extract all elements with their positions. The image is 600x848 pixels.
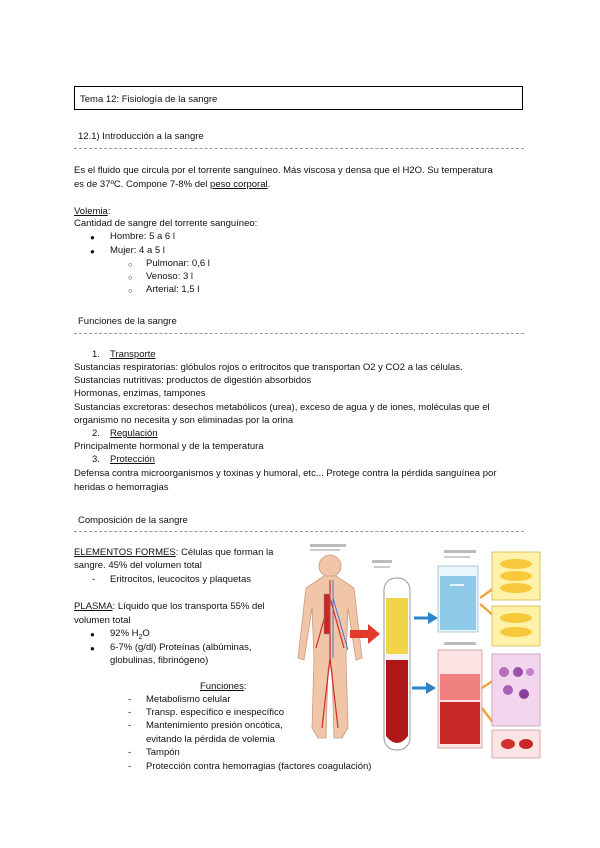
list-item: Venoso: 3 l — [146, 271, 194, 282]
list-item: Transp. específico e inespecífico — [146, 707, 284, 718]
list-item: 92% $H_2O$ — [110, 628, 150, 641]
item-title-regulacion: Regulación — [110, 428, 158, 439]
dash-bullet: - — [92, 574, 96, 585]
plasma-column — [438, 550, 478, 632]
divider — [74, 531, 524, 532]
divider — [74, 148, 524, 149]
text-line: heridas o hemorragias — [74, 482, 169, 493]
elementos-formes-line: ELEMENTOS FORMES: Células que forman la — [74, 547, 274, 558]
title-box — [74, 86, 523, 110]
item-title-transporte: Transporte — [110, 349, 156, 360]
list-number: 3. — [92, 454, 100, 465]
divider — [74, 333, 524, 334]
bullet: ● — [90, 630, 95, 639]
text-line: sangre. 45% del volumen total — [74, 560, 202, 571]
list-item: Tampón — [146, 747, 180, 758]
dash-bullet: - — [128, 707, 132, 718]
list-item: Arterial: 1,5 l — [146, 284, 200, 295]
plasma-line: PLASMA: Líquido que los transporta 55% del — [74, 601, 265, 612]
small-tube — [324, 594, 330, 634]
volemia-description: Cantidad de sangre del torrente sanguíneo: — [74, 218, 258, 229]
list-item: Mujer: 4 a 5 l — [110, 245, 165, 256]
intro-line: Es el fluido que circula por el torrente sanguíneo. Más viscosa y densa que el H2O. Su temperatura — [74, 165, 493, 176]
list-item: Pulmonar: 0,6 l — [146, 258, 210, 269]
formed-elements-column — [438, 642, 482, 748]
blood-composition-figure — [288, 538, 543, 768]
list-item: Eritrocitos, leucocitos y plaquetas — [110, 574, 251, 585]
section-heading-intro: 12.1) Introducción a la sangre — [78, 131, 204, 142]
text-line: Hormonas, enzimas, tampones — [74, 388, 206, 399]
centrifuged-blood-tube — [372, 560, 410, 750]
list-number: 2. — [92, 428, 100, 439]
text-line: Sustancias nutritivas: productos de digestión absorbidos — [74, 375, 312, 386]
list-item: Mantenimiento presión oncótica, — [146, 720, 283, 731]
page-title: Tema 12: Fisiología de la sangre — [80, 94, 218, 105]
section-heading-composicion: Composición de la sangre — [78, 515, 188, 526]
dash-bullet: - — [128, 720, 132, 731]
human-body-illustration — [298, 555, 362, 738]
list-item: Hombre: 5 a 6 l — [110, 231, 175, 242]
volemia-label: Volemia: — [74, 206, 111, 217]
circle-bullet: ○ — [128, 286, 133, 295]
bullet: ● — [90, 247, 95, 256]
circle-bullet: ○ — [128, 260, 133, 269]
dash-bullet: - — [128, 747, 132, 758]
blue-arrow-head — [426, 682, 436, 694]
component-boxes — [492, 552, 540, 758]
circle-bullet: ○ — [128, 273, 133, 282]
list-item: Metabolismo celular — [146, 694, 231, 705]
bullet: ● — [90, 644, 95, 653]
list-item: Protección contra hemorragias (factores coagulación) — [146, 761, 372, 772]
text-line: Sustancias respiratorias: glóbulos rojos o eritrocitos que transportan O2 y CO2 a las células. — [74, 362, 463, 373]
list-item-cont: evitando la pérdida de volemia — [146, 734, 275, 745]
figure-label-mark — [310, 549, 340, 551]
section-heading-funciones: Funciones de la sangre — [78, 316, 177, 327]
figure-label-mark — [310, 544, 346, 547]
text-line: Sustancias excretoras: desechos metabólicos (urea), exceso de agua y de iones, moléculas que el — [74, 402, 490, 413]
peso-corporal-link: peso corporal — [210, 179, 268, 190]
intro-line-2: es de 37ºC. Compone 7-8% del peso corporal. — [74, 179, 271, 190]
text-line: Defensa contra microorganismos y toxinas y humoral, etc... Protege contra la pérdida sanguínea por — [74, 468, 497, 479]
dash-bullet: - — [128, 761, 132, 772]
dash-bullet: - — [128, 694, 132, 705]
list-item: 6-7% (g/dl) Proteínas (albúminas, — [110, 642, 252, 653]
bullet: ● — [90, 233, 95, 242]
list-item-cont: globulinas, fibrinógeno) — [110, 655, 209, 666]
text-line: Principalmente hormonal y de la temperatura — [74, 441, 264, 452]
text-line: organismo no necesita y son eliminadas por la orina — [74, 415, 294, 426]
item-title-proteccion: Protección — [110, 454, 155, 465]
blue-arrow-head — [428, 612, 438, 624]
list-number: 1. — [92, 349, 100, 360]
text-line: volumen total — [74, 615, 131, 626]
funciones-label: Funciones: — [200, 681, 247, 692]
